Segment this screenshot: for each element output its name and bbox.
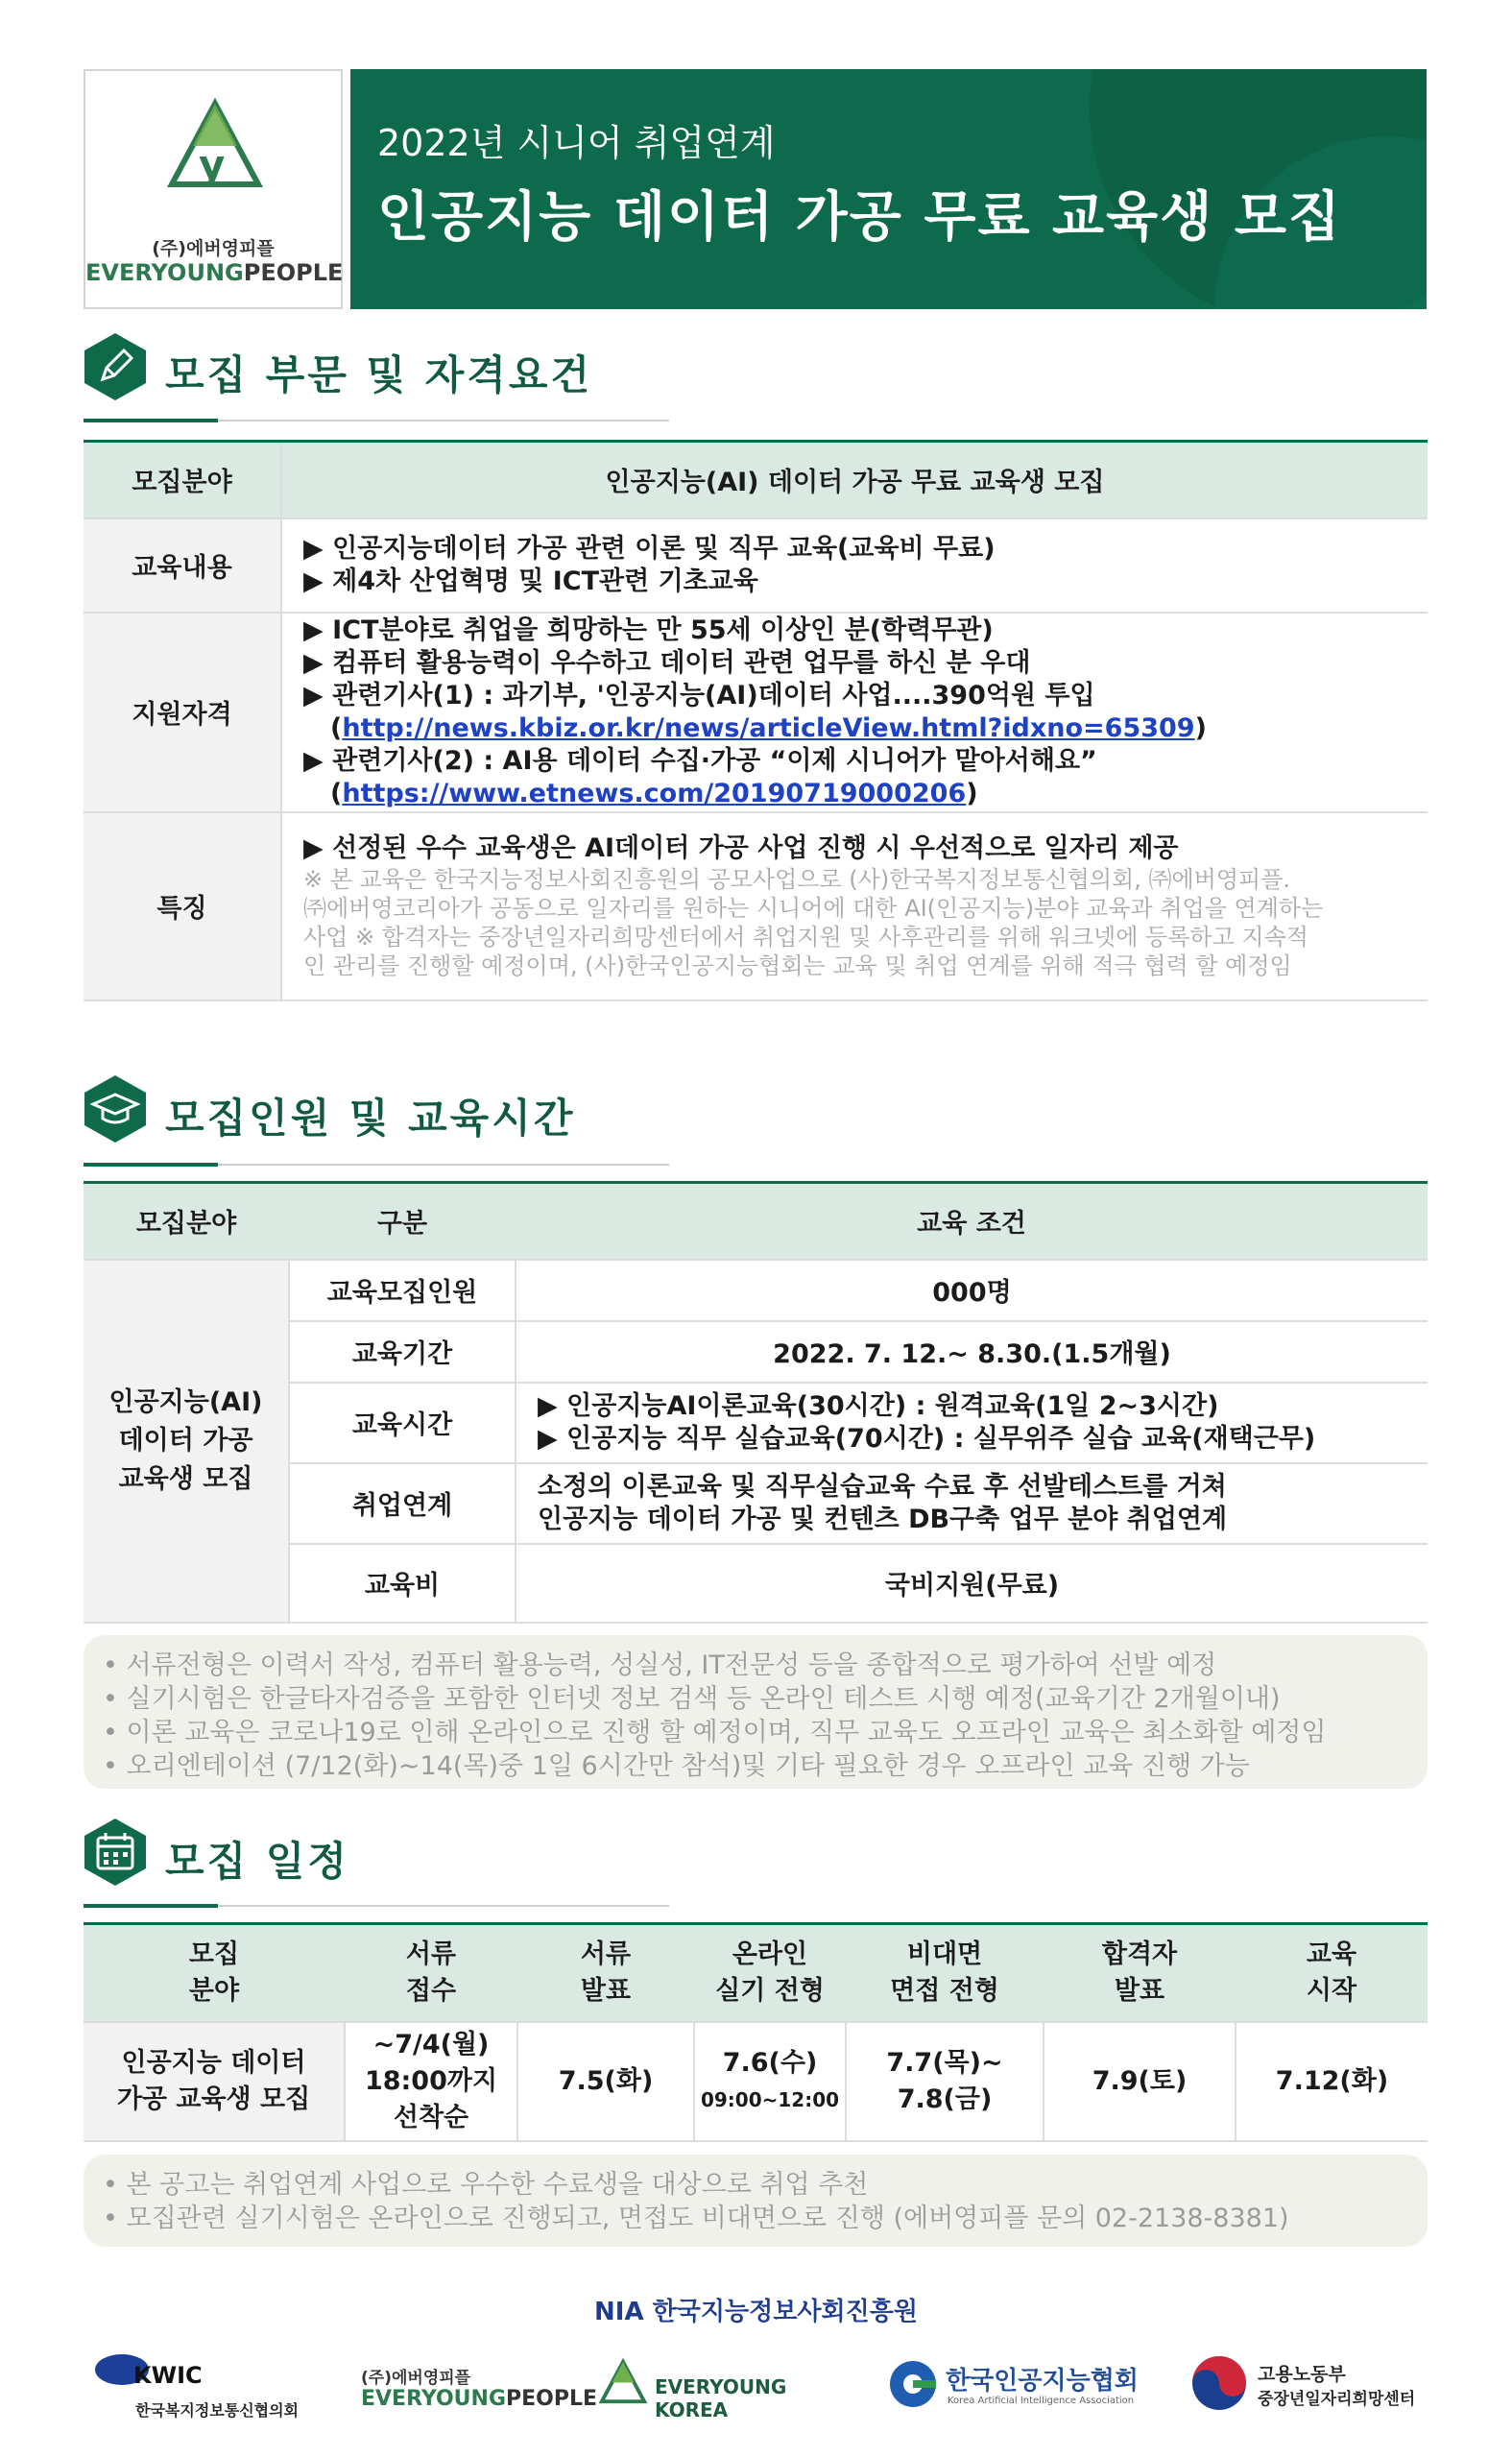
article-link-2[interactable]: https://www.etnews.com/20190719000206 bbox=[342, 778, 967, 808]
feature-note: 인 관리를 진행할 예정이며, (사)한국인공지능협회는 교육 및 취업 연계를 위해 적극 협력 할 예정임 bbox=[303, 951, 1292, 979]
row-label: 교육비 bbox=[289, 1544, 516, 1623]
online-test-cell: 7.6(수) 09:00~12:00 bbox=[694, 2022, 846, 2141]
note-line: • 오리엔테이션 (7/12(화)~14(목)중 1일 6시간만 참석)및 기타 필요한 경우 오프라인 교육 진행 가능 bbox=[103, 1751, 1250, 1781]
requirements-table bbox=[84, 440, 1428, 1001]
table-row bbox=[84, 1183, 1428, 1260]
everyoung-people-logo: (주)에버영피플 EVERYOUNGPEOPLE bbox=[361, 2369, 598, 2411]
graduation-cap-icon bbox=[80, 1073, 151, 1144]
recruitment-table bbox=[84, 1181, 1428, 1624]
calendar-icon bbox=[80, 1817, 151, 1888]
doc-announce-cell: 7.5(화) bbox=[517, 2022, 694, 2141]
recruitment-notes bbox=[84, 1635, 1428, 1789]
interview-cell: 7.7(목)~ 7.8(금) bbox=[846, 2022, 1044, 2141]
column-header: 서류 발표 bbox=[517, 1924, 694, 2022]
article-link-1[interactable]: http://news.kbiz.or.kr/news/articleView.html?idxno=65309 bbox=[342, 712, 1195, 743]
everyoung-korea-logo: EVERYOUNG KOREA bbox=[597, 2358, 856, 2416]
section-title-requirements: 모집 부문 및 자격요건 bbox=[165, 351, 593, 398]
row-value: 소정의 이론교육 및 직무실습교육 수료 후 선발테스트를 거쳐 인공지능 데이터 가공 및 컨텐츠 DB구축 업무 분야 취업연계 bbox=[516, 1463, 1428, 1544]
qualification-label: 지원자격 bbox=[84, 613, 281, 812]
note-line: • 실기시험은 한글타자검증을 포함한 인터넷 정보 검색 등 온라인 테스트 시행 예정(교육기간 2개월이내) bbox=[103, 1684, 1281, 1714]
feature-note: ㈜에버영코리아가 공동으로 일자리를 원하는 시니어에 대한 AI(인공지능)분야 교육과 취업을 연계하는 bbox=[303, 894, 1324, 922]
section-title-timeline: 모집 일정 bbox=[165, 1838, 349, 1885]
feature-note: 사업 ※ 합격자는 중장년일자리희망센터에서 취업지원 및 사후관리를 위해 워크넷에 등록하고 지속적 bbox=[303, 923, 1308, 951]
section-title-schedule-hours: 모집인원 및 교육시간 bbox=[165, 1095, 576, 1142]
logo-box bbox=[84, 69, 343, 309]
nia-logo: NIA 한국지능정보사회진흥원 bbox=[594, 2298, 918, 2326]
moel-mark-icon bbox=[1190, 2354, 1248, 2412]
table-row bbox=[84, 613, 1428, 812]
field-cell: 인공지능 데이터 가공 교육생 모집 bbox=[84, 2022, 345, 2141]
list-item: ▶ 제4차 산업혁명 및 ICT관련 기초교육 bbox=[303, 566, 758, 596]
logo-english-name: EVERYOUNGPEOPLE bbox=[85, 259, 344, 286]
column-header: 합격자 발표 bbox=[1044, 1924, 1236, 2022]
moel-logo: 고용노동부 중장년일자리희망센터 bbox=[1190, 2354, 1440, 2421]
svg-text:y: y bbox=[199, 141, 226, 188]
table-row bbox=[84, 518, 1428, 613]
group-cell: 인공지능(AI) 데이터 가공 교육생 모집 bbox=[84, 1260, 289, 1623]
list-item: ▶ 관련기사(2) : AI용 데이터 수집·가공 “이제 시니어가 맡아서해요” bbox=[303, 745, 1097, 776]
column-header: 모집 분야 bbox=[84, 1924, 345, 2022]
kaia-mark-icon bbox=[886, 2357, 940, 2411]
kwic-logo: KWIC 한국복지정보통신협의회 bbox=[93, 2350, 324, 2427]
feature-cell bbox=[281, 812, 1428, 1000]
announce-cell: 7.9(토) bbox=[1044, 2022, 1236, 2141]
column-header: 온라인 실기 전형 bbox=[694, 1924, 846, 2022]
divider-accent bbox=[84, 1163, 218, 1167]
note-line: • 이론 교육은 코로나19로 인해 온라인으로 진행 할 예정이며, 직무 교육도 오프라인 교육은 최소화할 예정임 bbox=[103, 1718, 1327, 1747]
column-header: 구분 bbox=[289, 1183, 516, 1260]
article-link-line-2: (https://www.etnews.com/20190719000206) bbox=[330, 778, 978, 808]
row-value: 000명 bbox=[516, 1260, 1428, 1321]
row-label: 교육모집인원 bbox=[289, 1260, 516, 1321]
list-item: ▶ 인공지능데이터 가공 관련 이론 및 직무 교육(교육비 무료) bbox=[303, 533, 996, 564]
table-row bbox=[84, 812, 1428, 1000]
everyoung-korea-mark-icon bbox=[597, 2358, 649, 2412]
divider-accent bbox=[84, 1904, 218, 1908]
title-banner bbox=[350, 69, 1427, 309]
feature-note: ※ 본 교육은 한국지능정보사회진흥원의 공모사업으로 (사)한국복지정보통신협의회, ㈜에버영피플. bbox=[303, 865, 1291, 893]
list-item: ▶ 관련기사(1) : 과기부, '인공지능(AI)데이터 사업....390억원 투입 bbox=[303, 680, 1095, 711]
row-label: 교육시간 bbox=[289, 1383, 516, 1463]
article-link-line-1: (http://news.kbiz.or.kr/news/articleView.html?idxno=65309) bbox=[330, 712, 1207, 743]
banner-title: 인공지능 데이터 가공 무료 교육생 모집 bbox=[377, 186, 1343, 249]
timeline-table bbox=[84, 1922, 1428, 2142]
kaia-logo: 한국인공지능협회 Korea Artificial Intelligence Association bbox=[886, 2357, 1145, 2424]
table-row bbox=[84, 1924, 1428, 2022]
field-label: 모집분야 bbox=[84, 442, 281, 518]
row-label: 교육기간 bbox=[289, 1321, 516, 1383]
row-value: ▶ 인공지능AI이론교육(30시간) : 원격교육(1일 2~3시간) ▶ 인공지능 직무 실습교육(70시간) : 실무위주 실습 교육(재택근무) bbox=[516, 1383, 1428, 1463]
column-header: 서류 접수 bbox=[345, 1924, 517, 2022]
note-line: • 본 공고는 취업연계 사업으로 우수한 수료생을 대상으로 취업 추천 bbox=[103, 2170, 869, 2200]
doc-submit-cell: ~7/4(월) 18:00까지 선착순 bbox=[345, 2022, 517, 2141]
note-line: • 서류전형은 이력서 작성, 컴퓨터 활용능력, 성실성, IT전문성 등을 종합적으로 평가하여 선발 예정 bbox=[103, 1650, 1217, 1680]
feature-label: 특징 bbox=[84, 812, 281, 1000]
column-header: 모집분야 bbox=[84, 1183, 289, 1260]
pencil-icon bbox=[80, 331, 151, 402]
table-row bbox=[84, 1260, 1428, 1321]
row-value: 국비지원(무료) bbox=[516, 1544, 1428, 1623]
start-cell: 7.12(화) bbox=[1236, 2022, 1428, 2141]
banner-subtitle: 2022년 시니어 취업연계 bbox=[377, 122, 776, 164]
list-item: ▶ ICT분야로 취업을 희망하는 만 55세 이상인 분(학력무관) bbox=[303, 614, 994, 645]
field-value: 인공지능(AI) 데이터 가공 무료 교육생 모집 bbox=[281, 442, 1428, 518]
row-label: 취업연계 bbox=[289, 1463, 516, 1544]
note-line: • 모집관련 실기시험은 온라인으로 진행되고, 면접도 비대면으로 진행 (에버영피플 문의 02-2138-8381) bbox=[103, 2204, 1289, 2233]
content-cell bbox=[281, 518, 1428, 613]
table-row bbox=[84, 442, 1428, 518]
column-header: 교육 시작 bbox=[1236, 1924, 1428, 2022]
everyoung-logo-icon bbox=[162, 98, 268, 204]
divider-accent bbox=[84, 419, 218, 422]
qualification-cell bbox=[281, 613, 1428, 812]
logo-korean-name: (주)에버영피플 bbox=[152, 238, 275, 259]
list-item: ▶ 컴퓨터 활용능력이 우수하고 데이터 관련 업무를 하신 분 우대 bbox=[303, 647, 1031, 678]
content-label: 교육내용 bbox=[84, 518, 281, 613]
table-row bbox=[84, 2022, 1428, 2141]
column-header: 비대면 면접 전형 bbox=[846, 1924, 1044, 2022]
list-item: ▶ 선정된 우수 교육생은 AI데이터 가공 사업 진행 시 우선적으로 일자리 제공 bbox=[303, 832, 1179, 863]
column-header: 교육 조건 bbox=[516, 1183, 1428, 1260]
row-value: 2022. 7. 12.~ 8.30.(1.5개월) bbox=[516, 1321, 1428, 1383]
timeline-notes bbox=[84, 2155, 1428, 2247]
